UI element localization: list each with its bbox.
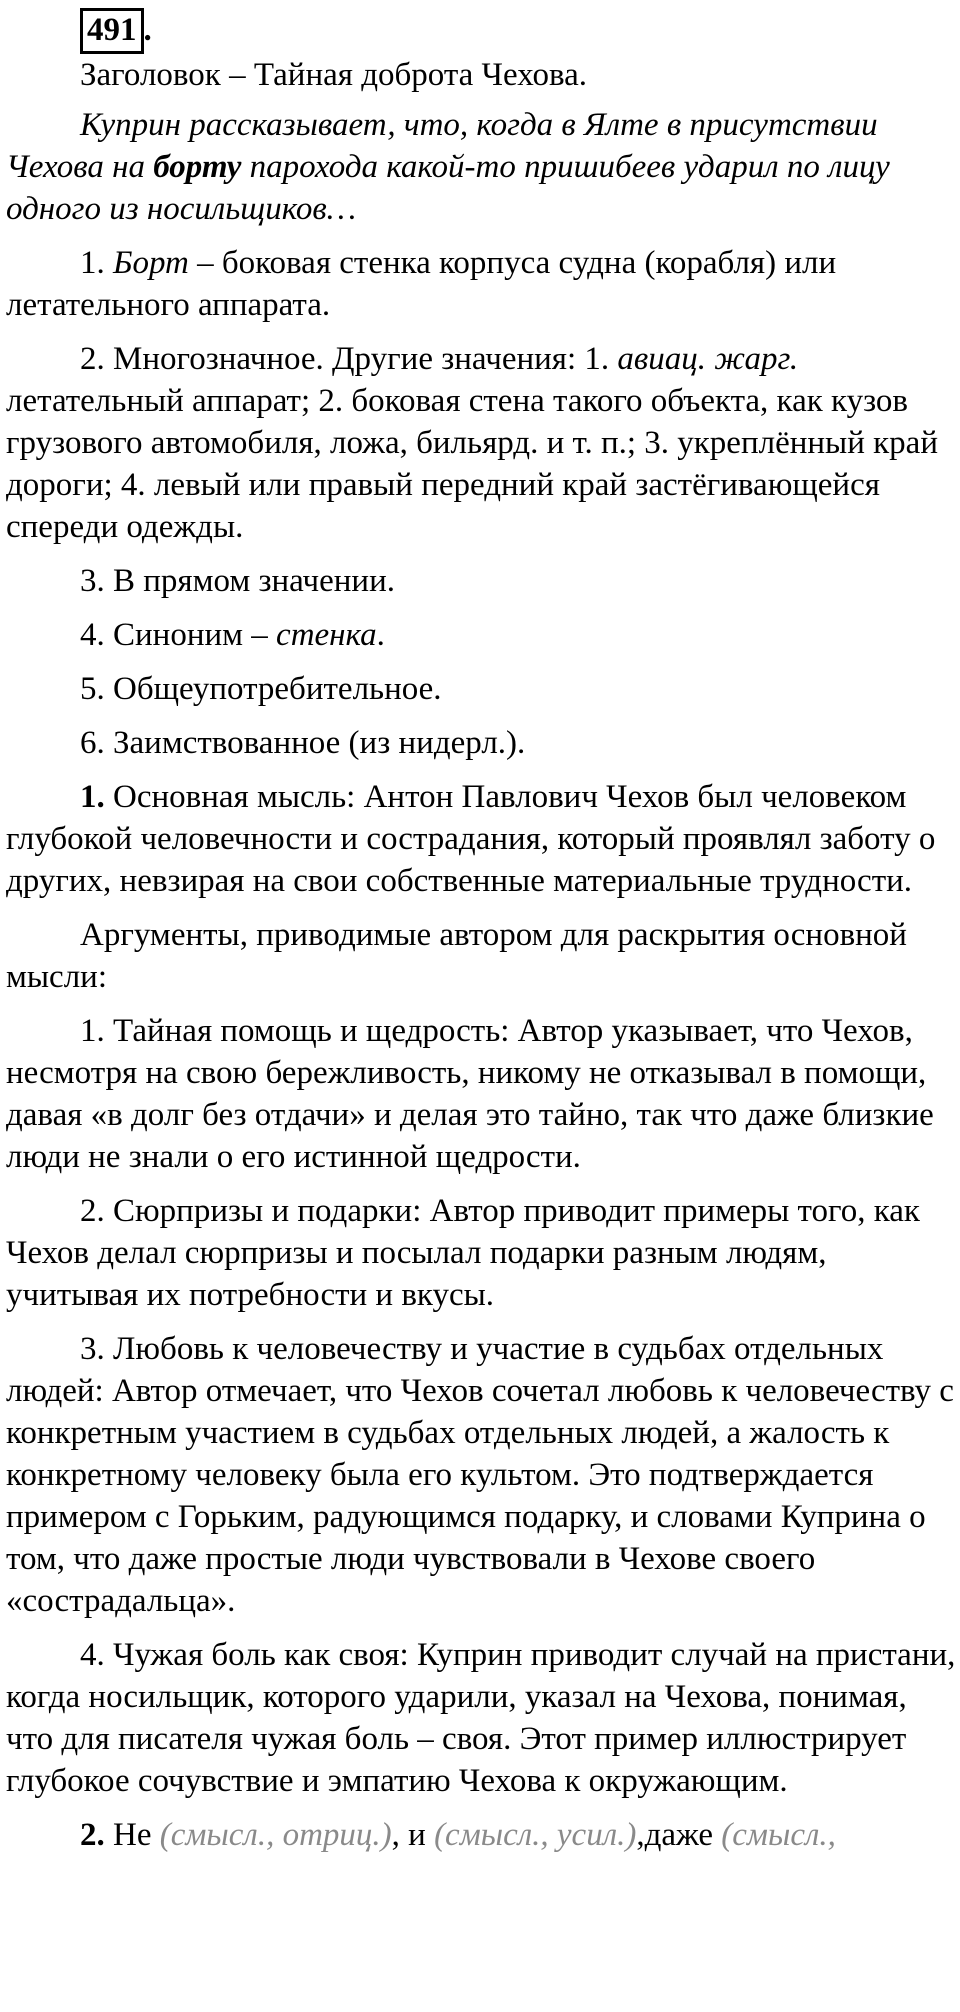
analysis-item-2 xyxy=(6,338,956,548)
analysis-item-4-text: 4. Синоним – xyxy=(80,617,277,653)
analysis-item-4-italic: стенка xyxy=(276,617,377,653)
task2-number: 2. xyxy=(80,1817,105,1853)
task2-gloss-2: (смысл., усил.) xyxy=(434,1817,637,1853)
task1-argument-2: 2. Сюрпризы и подарки: Автор приводит примеры того, как Чехов делал сюрпризы и посылал подарки разным людям, учитывая их потребности и вкусы. xyxy=(6,1193,920,1313)
task1-arguments-intro: Аргументы, приводимые автором для раскрытия основной мысли: xyxy=(6,917,907,995)
quote-paragraph xyxy=(6,104,956,230)
task1-argument-3: 3. Любовь к человечеству и участие в судьбах отдельных людей: Автор отмечает, что Чехов сочетал любовь к человечеству с конкретным участием в судьбах отдельных людей, а жалость к конкретному человеку была его культом. Это подтверждается примером с Горьким, радующимся подарку, и словами Куприна о том, что даже простые люди чувствовали в Чехове своего «сострадальца». xyxy=(6,1331,954,1619)
exercise-number: 491 xyxy=(87,12,137,48)
task2-gloss-3: (смысл., xyxy=(721,1817,836,1853)
task1-argument-4: 4. Чужая боль как своя: Куприн приводит случай на пристани, когда носильщик, которого ударили, указал на Чехова, понимая, что для писателя чужая боль – своя. Этот пример иллюстрирует глубокое сочувствие и эмпатию Чехова к окружающим. xyxy=(6,1637,956,1799)
task2-line xyxy=(6,1814,956,1856)
analysis-item-1-text: – боковая стенка корпуса судна (корабля) или летательного аппарата. xyxy=(6,245,837,323)
title-line: Заголовок – Тайная доброта Чехова. xyxy=(80,57,588,93)
quote-text-before: Куприн рассказывает, что, когда в Ялте в присутствии Чехова на xyxy=(6,107,878,185)
analysis-item-4 xyxy=(6,614,956,656)
quote-text-after: парохода какой-то пришибеев ударил по лицу одного из носильщиков… xyxy=(6,149,890,227)
task1-main-idea-text: Основная мысль: Антон Павлович Чехов был человеком глубокой человечности и сострадания, который проявлял заботу о других, невзирая на свои собственные материальные трудности. xyxy=(6,779,936,899)
analysis-item-3: 3. В прямом значении. xyxy=(80,563,395,599)
task1-argument-1: 1. Тайная помощь и щедрость: Автор указывает, что Чехов, несмотря на свою бережливость, никому не отказывал в помощи, давая «в долг без отдачи» и делая это тайно, так что даже близкие люди не знали о его истинной щедрости. xyxy=(6,1013,934,1175)
analysis-item-4-end: . xyxy=(376,617,385,653)
task1-main-idea xyxy=(6,776,956,902)
quote-bold-word: борту xyxy=(153,149,242,185)
analysis-item-1-num: 1. xyxy=(80,245,113,281)
analysis-item-6: 6. Заимствованное (из нидерл.). xyxy=(80,725,526,761)
exercise-number-box xyxy=(80,8,144,54)
exercise-number-dot: . xyxy=(143,12,152,48)
analysis-item-5: 5. Общеупотребительное. xyxy=(80,671,442,707)
task2-word-3: ,даже xyxy=(636,1817,722,1853)
task2-gloss-1: (смысл., отриц.) xyxy=(159,1817,392,1853)
analysis-item-2-text-a: 2. Многозначное. Другие значения: 1. xyxy=(80,341,618,377)
analysis-item-1 xyxy=(6,242,956,326)
task1-number: 1. xyxy=(80,779,105,815)
analysis-item-2-text-b: летательный аппарат; 2. боковая стена такого объекта, как кузов грузового автомобиля, ложа, бильярд. и т. п.; 3. укреплённый край дороги; 4. левый или правый передний край застёгивающейся спереди одежды. xyxy=(6,383,938,545)
task2-word-2: , и xyxy=(391,1817,435,1853)
document-page xyxy=(6,0,956,1856)
task2-word-1: Не xyxy=(104,1817,160,1853)
exercise-header xyxy=(6,0,956,54)
analysis-item-1-term: Борт xyxy=(113,245,189,281)
analysis-item-2-italic: авиац. жарг. xyxy=(617,341,799,377)
